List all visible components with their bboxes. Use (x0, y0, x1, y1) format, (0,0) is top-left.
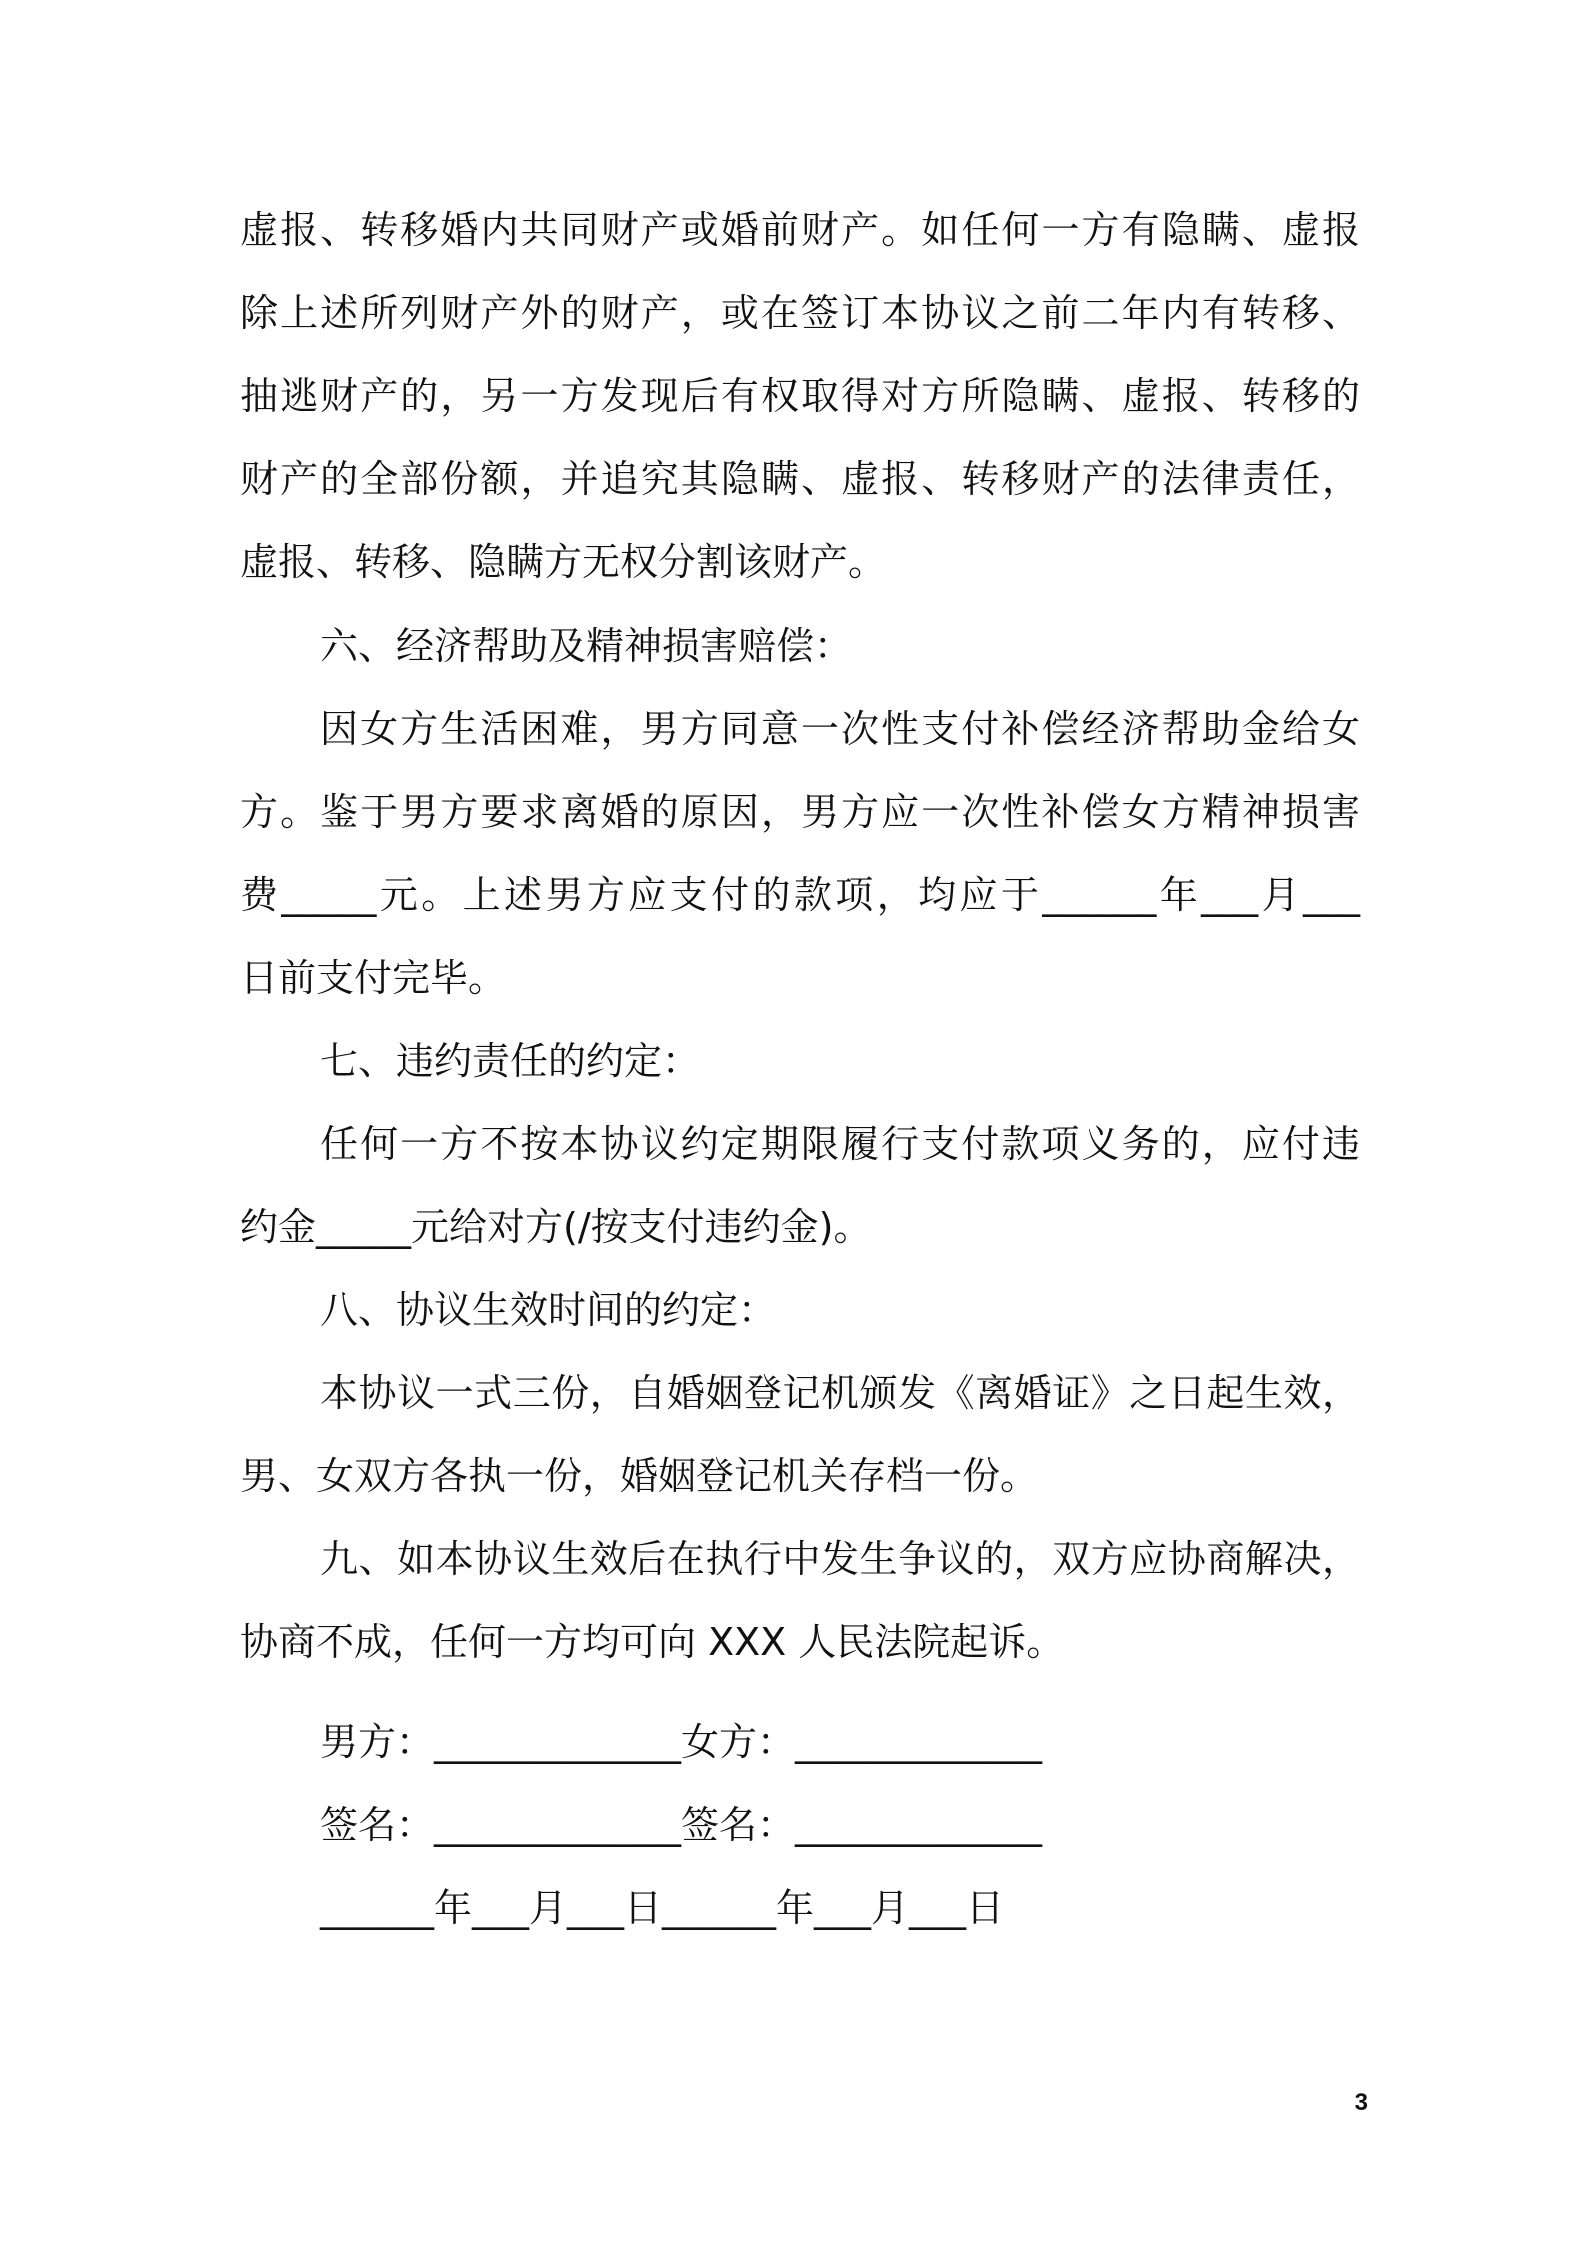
body-line-3: 抽逃财产的，另一方发现后有权取得对方所隐瞒、虚报、转移的 (240, 374, 1360, 418)
signature-line-names: 签名：_____________签名：_____________ (320, 1803, 1043, 1847)
body-line-1: 虚报、转移婚内共同财产或婚前财产。如任何一方有隐瞒、虚报 (240, 208, 1360, 252)
page-number: 3 (1354, 2089, 1368, 2116)
section-heading-9: 九、如本协议生效后在执行中发生争议的，双方应协商解决， (320, 1537, 1360, 1581)
body-line-13: 约金_____元给对方(/按支付违约金)。 (240, 1205, 872, 1249)
body-line-12: 任何一方不按本协议约定期限履行支付款项义务的，应付违 (320, 1122, 1360, 1166)
signature-line-parties: 男方：_____________女方：_____________ (320, 1720, 1043, 1764)
body-line-4: 财产的全部份额，并追究其隐瞒、虚报、转移财产的法律责任， (240, 457, 1360, 501)
body-line-10: 日前支付完毕。 (240, 956, 507, 1000)
body-line-8: 方。鉴于男方要求离婚的原因，男方应一次性补偿女方精神损害 (240, 790, 1360, 834)
section-heading-6: 六、经济帮助及精神损害赔偿： (320, 624, 853, 668)
body-line-15: 本协议一式三份，自婚姻登记机颁发《离婚证》之日起生效， (320, 1371, 1360, 1415)
body-line-9: 费_____元。上述男方应支付的款项，均应于______年___月___ (240, 873, 1360, 917)
section-heading-8: 八、协议生效时间的约定： (320, 1288, 777, 1332)
signature-line-dates: ______年___月___日______年___月___日 (320, 1886, 1005, 1930)
body-line-2: 除上述所列财产外的财产，或在签订本协议之前二年内有转移、 (240, 291, 1360, 335)
body-line-5: 虚报、转移、隐瞒方无权分割该财产。 (240, 540, 887, 584)
section-heading-7: 七、违约责任的约定： (320, 1039, 701, 1083)
body-line-7: 因女方生活困难，男方同意一次性支付补偿经济帮助金给女 (320, 707, 1360, 751)
body-line-18: 协商不成，任何一方均可向 XXX 人民法院起诉。 (240, 1620, 1065, 1664)
body-line-16: 男、女双方各执一份，婚姻登记机关存档一份。 (240, 1454, 1039, 1498)
